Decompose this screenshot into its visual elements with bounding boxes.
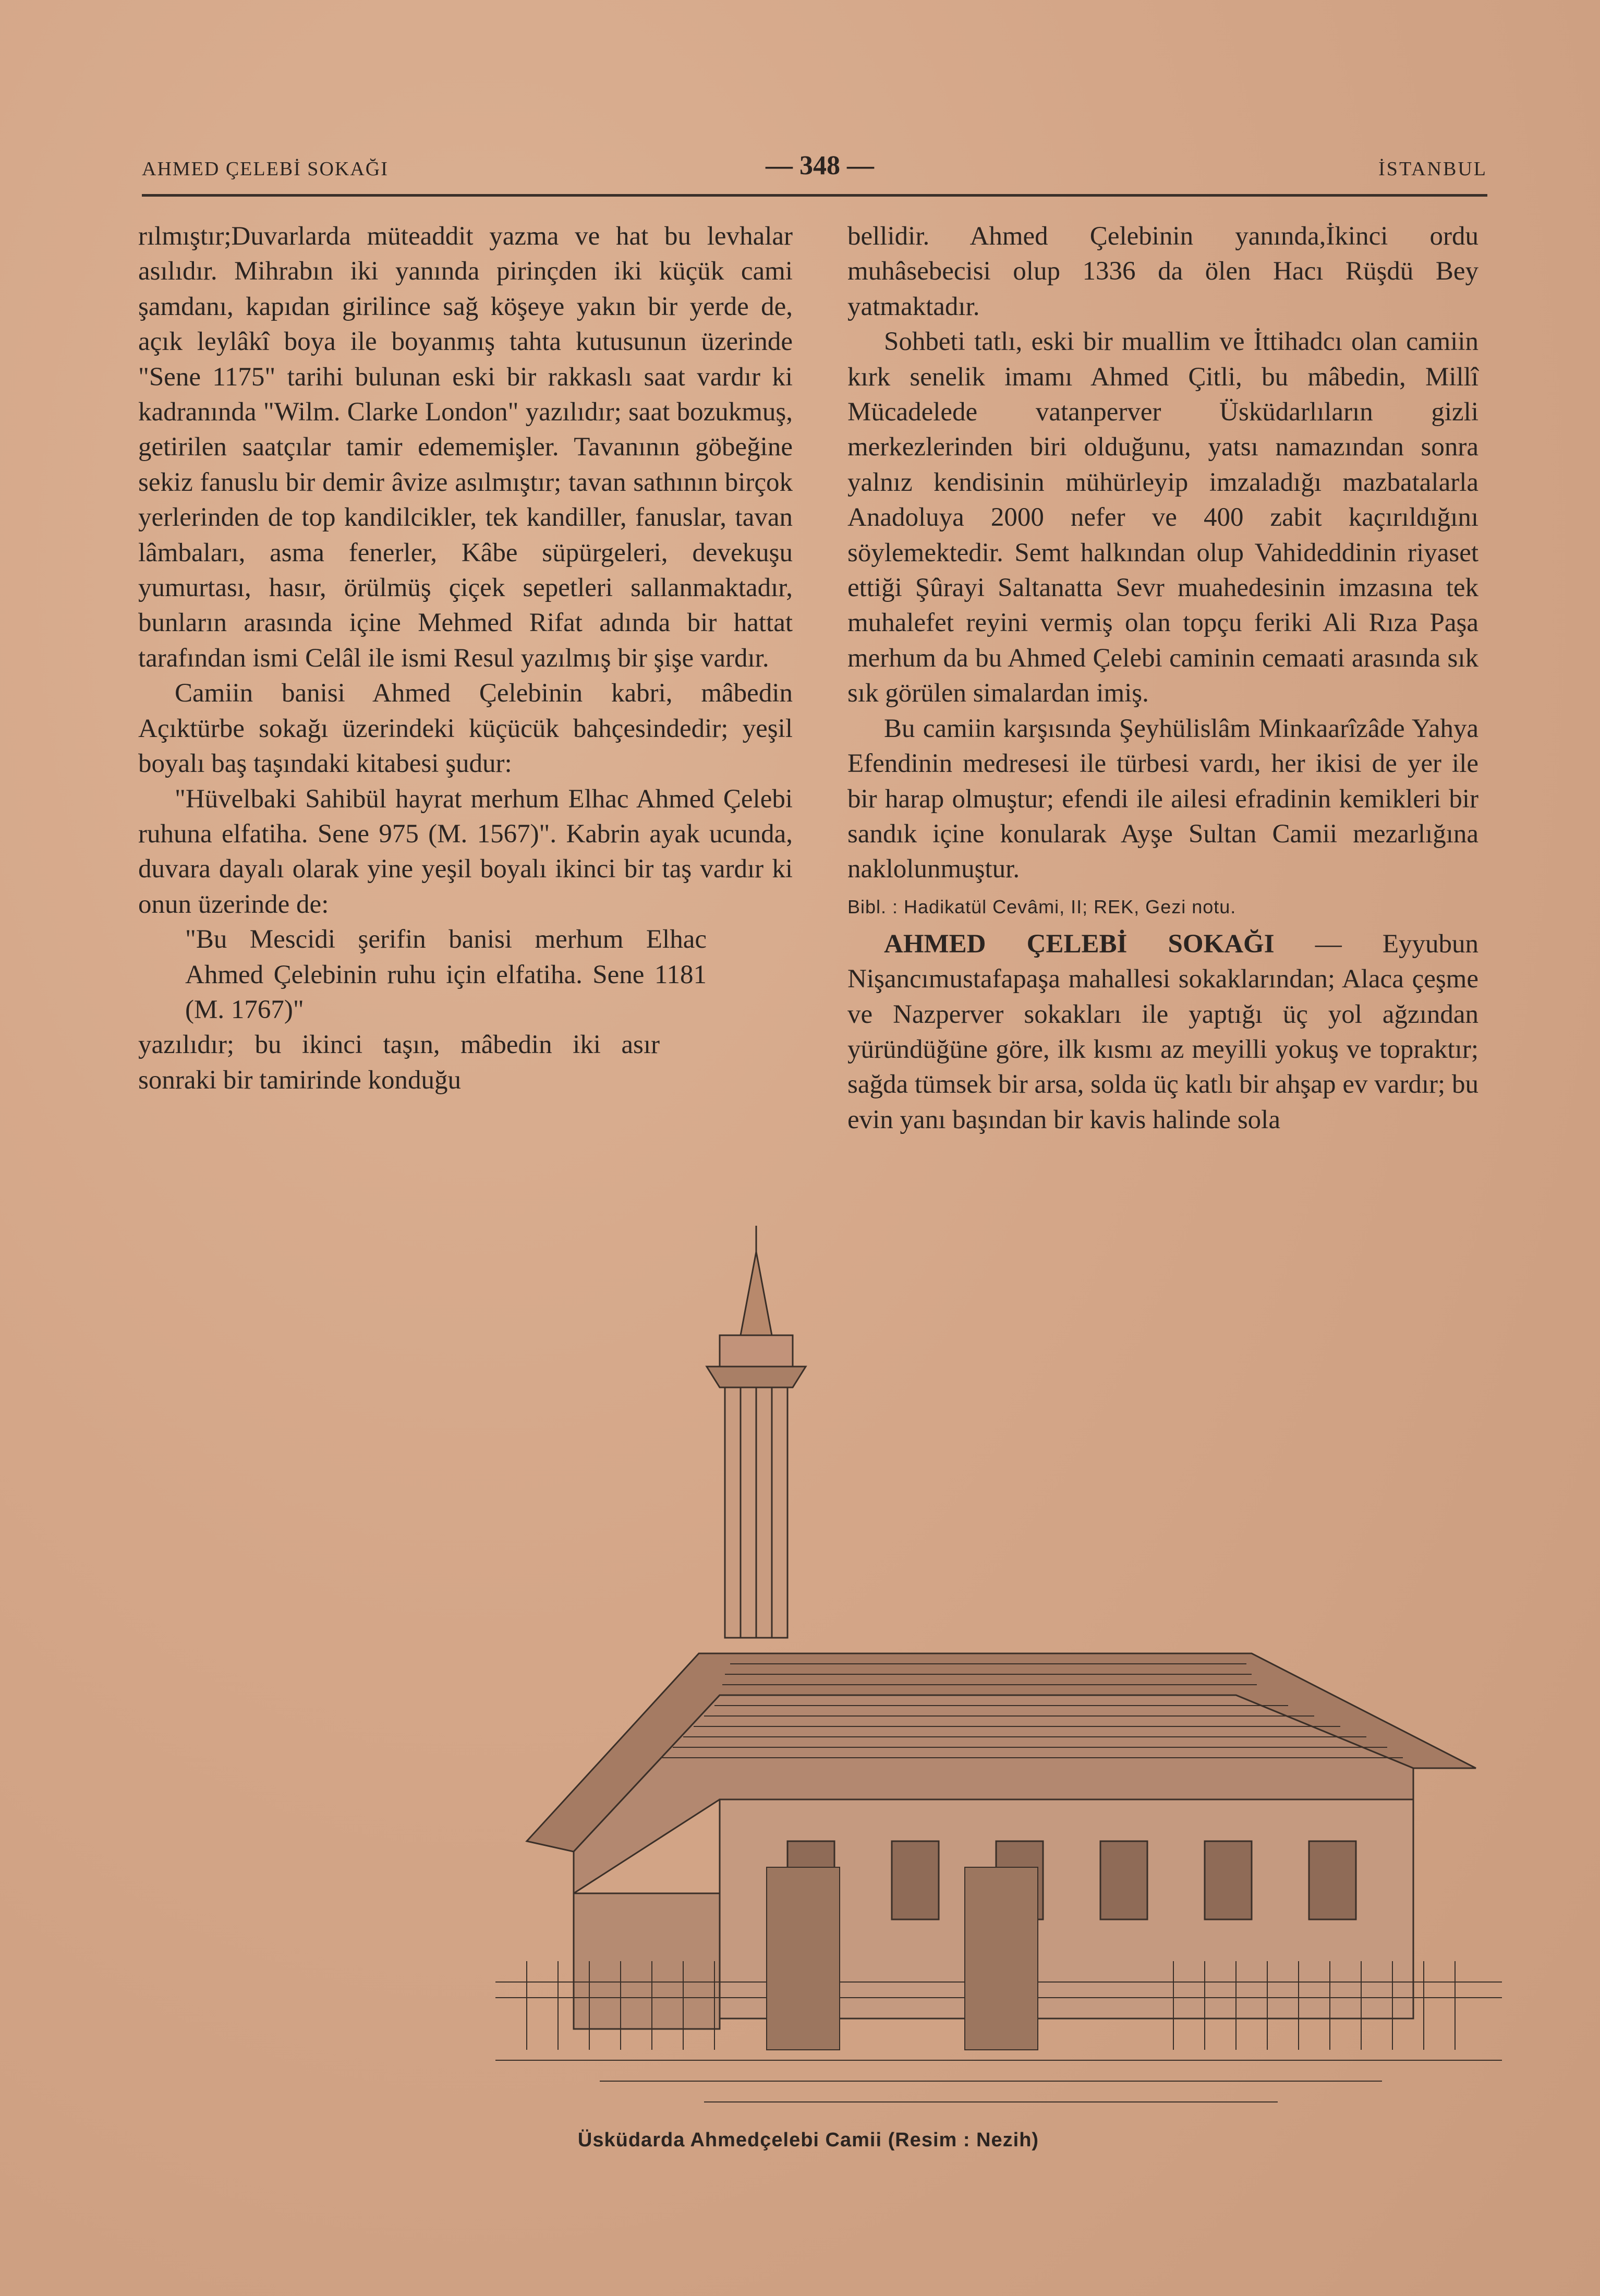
page-number: — 348 — <box>766 151 874 180</box>
figure-caption: Üsküdarda Ahmedçelebi Camii (Resim : Nezih) <box>577 2129 1039 2151</box>
right-column <box>847 219 1478 1138</box>
left-paragraph-1: rılmıştır;Duvarlarda müteaddit yazma ve hat bu levhalar asılıdır. Mihrabın iki yanında pirinçden iki küçük cami şamdanı, kapıdan girilince sağ köşeye yakın bir yerde de, açık leylâkî boya ile boyanmış tahta kutusunun üzerinde "Sene 1175" tarihi bulunan eski bir rakkaslı saat vardır ki kadranında "Wilm. Clarke London" yazılıdır; saat bozukmuş, getirilen saatçılar tamir edememişler. Tavanının göbeğine sekiz fanuslu bir demir âvize asılmıştır; tavan sathının birçok yerlerinden de top kandilcikler, tek kandiller, fanuslar, tavan lâmbaları, asma fenerler, Kâbe süpürgeleri, devekuşu yumurtası, hasır, örülmüş çiçek sepetleri sallanmaktadır, bunların arasında içine Mehmed Rifat adında bir hattat tarafından ismi Celâl ile ismi Resul yazılmış bir şişe vardır. <box>138 222 793 673</box>
bibliography-note: Bibl. : Hadikatül Cevâmi, II; REK, Gezi notu. <box>847 896 1237 917</box>
header-rule <box>142 194 1487 197</box>
right-paragraph-3: Bu camiin karşısında Şeyhülislâm Minkaarîzâde Yahya Efendinin medresesi ile türbesi vardı, her ikisi de yer ile bir harap olmuştur; efendi ile ailesi efradinin kemikleri bir sandık içine konularak Ayşe Sultan Camii mezarlığına naklolunmuştur. <box>847 714 1478 884</box>
left-quote-inscription: "Bu Mescidi şerifin banisi merhum Elhac Ahmed Çelebinin ruhu için elfatiha. Sene 1181 (M. 1767)" <box>185 925 707 1024</box>
running-header <box>142 150 1487 187</box>
left-column <box>138 219 793 1098</box>
mosque-illustration <box>495 1215 1502 2118</box>
header-section-title: AHMED ÇELEBİ SOKAĞI <box>142 158 389 180</box>
entry-body: — Eyyubun Nişancımustafapaşa mahallesi sokaklarından; Alaca çeşme ve Nazperver sokakları ile yaptığı üç yol ağzından yüründüğüne göre, ilk kısmı az meyilli yokuş ve topraktır; sağda tümsek bir arsa, solda üç katlı bir ahşap ev vardır; bu evin yanı başından bir kavis halinde sola <box>847 929 1478 1134</box>
header-publication: İSTANBUL <box>1378 158 1487 180</box>
right-paragraph-2: Sohbeti tatlı, eski bir muallim ve İttihadcı olan camiin kırk senelik imamı Ahmed Çitli, bu mâbedin, Millî Mücadelede vatanperver Üsküdarlıların gizli merkezlerinden biri olduğunu, yatsı namazından sonra yalnız kendisinin mühürleyip imzaladığı mazbatalarla Anadoluya 2000 nefer ve 400 zabit kaçırıldığını söylemektedir. Semt halkından olup Vahideddinin riyaset ettiği Şûrayi Saltanatta Sevr muahedesinin imzasına tek muhalefet reyini vermiş olan topçu feriki Ali Rıza Paşa merhum da bu Ahmed Çelebi caminin cemaati arasında sık sık görülen simalardan imiş. <box>847 327 1478 708</box>
entry-title: AHMED ÇELEBİ SOKAĞI <box>884 929 1275 959</box>
entry-ahmed-celebi-sokagi <box>847 927 1478 1138</box>
left-paragraph-2: Camiin banisi Ahmed Çelebinin kabri, mâbedin Açıktürbe sokağı üzerindeki küçücük bahçesindedir; yeşil boyalı baş taşındaki kitabesi şudur: <box>138 679 793 779</box>
ground-drawing <box>495 2060 1502 2102</box>
left-paragraph-5: yazılıdır; bu ikinci taşın, mâbedin iki asır sonraki bir tamirinde konduğu <box>138 1030 660 1095</box>
left-paragraph-3: "Hüvelbaki Sahibül hayrat merhum Elhac Ahmed Çelebi ruhuna elfatiha. Sene 975 (M. 1567)". Kabrin ayak ucunda, duvara dayalı olarak yine yeşil boyalı ikinci bir taş vardır ki onun üzerinde de: <box>138 784 793 919</box>
minaret-drawing <box>707 1226 806 1638</box>
right-paragraph-1: bellidir. Ahmed Çelebinin yanında,İkinci ordu muhâsebecisi olup 1336 da ölen Hacı Rüşdü Bey yatmaktadır. <box>847 222 1478 321</box>
